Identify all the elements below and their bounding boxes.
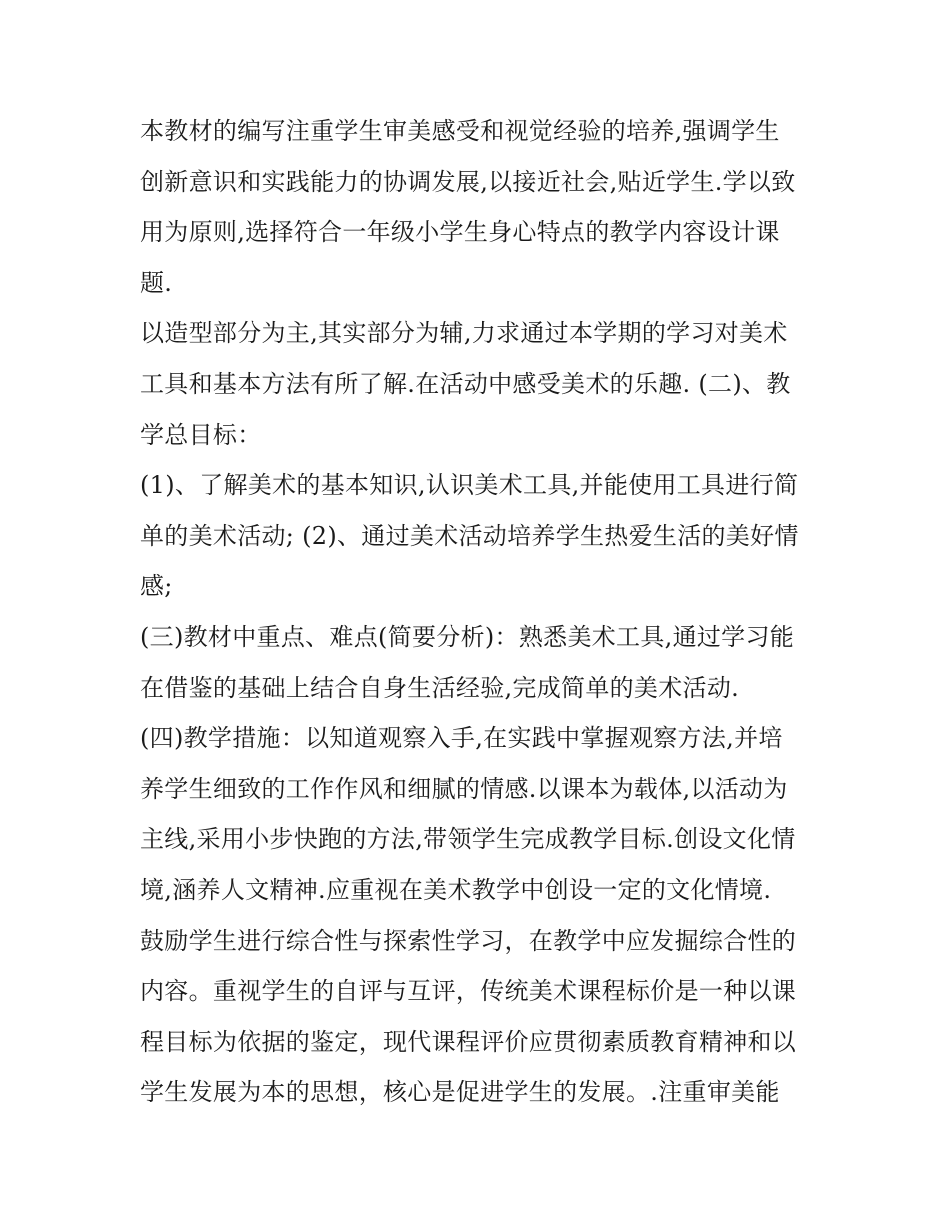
- text-line: 单的美术活动; (2)、通过美术活动培养学生热爱生活的美好情: [140, 521, 799, 550]
- text-line: 学总目标：: [140, 420, 262, 449]
- text-line: 创新意识和实践能力的协调发展,以接近社会,贴近学生.学以致: [140, 167, 796, 196]
- text-line: (1)、了解美术的基本知识,认识美术工具,并能使用工具进行简: [140, 471, 799, 500]
- text-line: 用为原则,选择符合一年级小学生身心特点的教学内容设计课: [140, 218, 780, 247]
- text-line: 工具和基本方法有所了解.在活动中感受美术的乐趣. (二)、教: [140, 369, 791, 398]
- text-line: 在借鉴的基础上结合自身生活经验,完成简单的美术活动.: [140, 673, 740, 702]
- text-line: 境,涵养人文精神.应重视在美术教学中创设一定的文化情境.: [140, 875, 772, 904]
- text-line: 主线,采用小步快跑的方法,带领学生完成教学目标.创设文化情: [140, 825, 796, 854]
- text-line: (四)教学措施：以知道观察入手,在实践中掌握观察方法,并培: [140, 724, 783, 753]
- text-line: 养学生细致的工作作风和细腻的情感.以课本为载体,以活动为: [140, 774, 788, 803]
- text-line: 感;: [140, 572, 173, 601]
- text-line: 鼓励学生进行综合性与探索性学习，在教学中应发掘综合性的: [140, 926, 797, 955]
- text-line: 以造型部分为主,其实部分为辅,力求通过本学期的学习对美术: [140, 319, 788, 348]
- text-line: 内容。重视学生的自评与互评，传统美术课程标价是一种以课: [140, 977, 797, 1006]
- text-line: 题.: [140, 268, 173, 297]
- text-line: 本教材的编写注重学生审美感受和视觉经验的培养,强调学生: [140, 117, 780, 145]
- document-body: [140, 106, 820, 1118]
- text-line: 程目标为依据的鉴定，现代课程评价应贯彻素质教育精神和以: [140, 1027, 797, 1056]
- text-line: (三)教材中重点、难点(简要分析)：熟悉美术工具,通过学习能: [140, 622, 795, 651]
- text-line: 学生发展为本的思想，核心是促进学生的发展。.注重审美能: [140, 1078, 780, 1107]
